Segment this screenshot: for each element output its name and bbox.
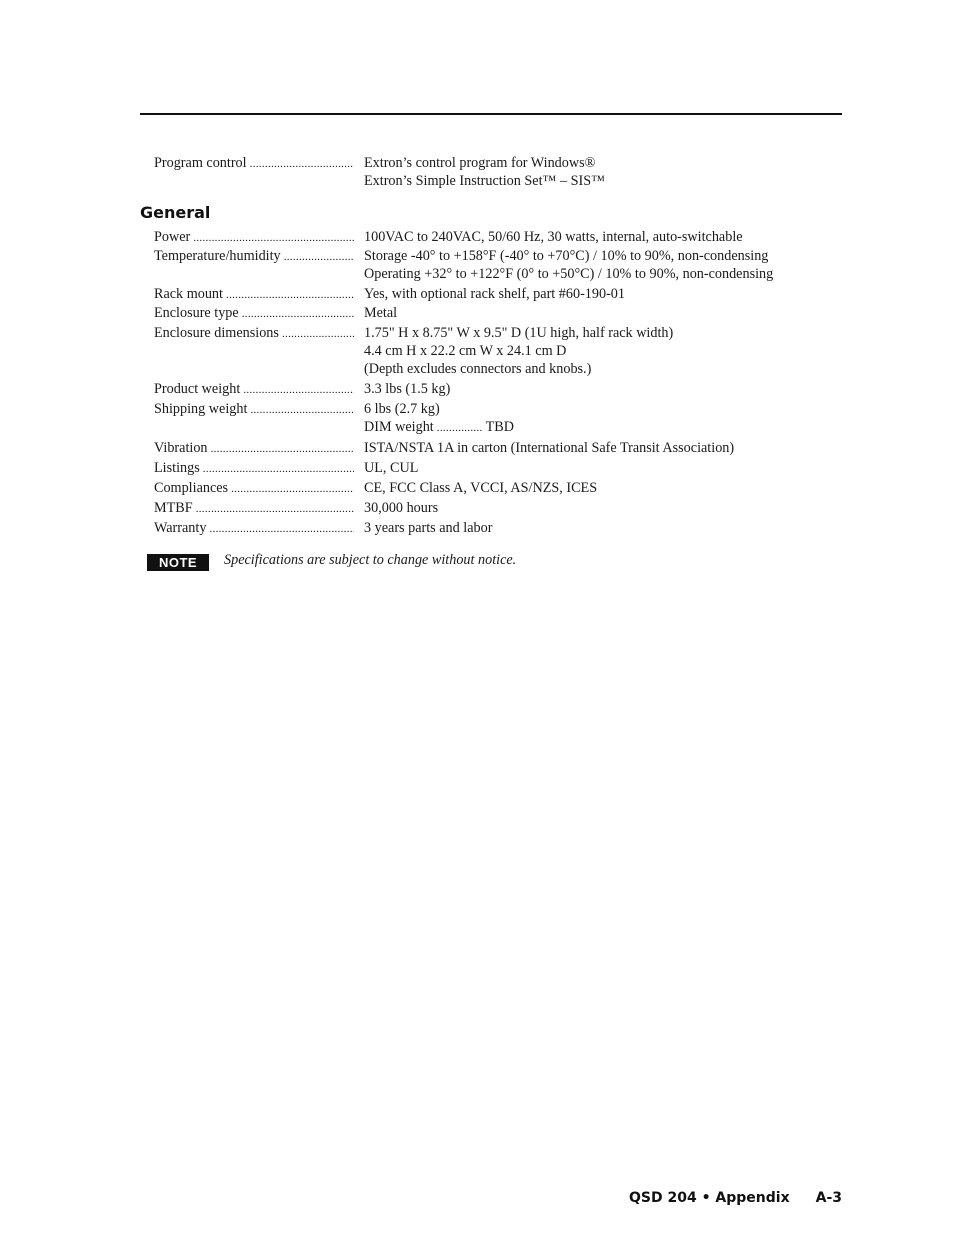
spec-value: 1.75" H x 8.75" W x 9.5" D (1U high, half rack width): [364, 325, 674, 341]
section-heading-general: General: [140, 203, 211, 222]
spec-row-temperature-humidity: [140, 247, 842, 283]
dim-weight-line: DIM weight ............... TBD: [364, 419, 514, 435]
page-footer: [629, 1190, 842, 1206]
spec-label: Enclosure type .....: [154, 304, 354, 323]
general-specs-section: [140, 228, 842, 537]
spec-value: CE, FCC Class A, VCCI, AS/NZS, ICES: [364, 480, 598, 496]
spec-label: Program control .....: [154, 154, 354, 173]
spec-value: Extron’s control program for Windows®: [364, 155, 596, 171]
spec-label: Vibration .....: [154, 439, 354, 458]
spec-row-power: [140, 228, 842, 246]
spec-row-rack-mount: [140, 285, 842, 303]
spec-row-enclosure-type: [140, 304, 842, 322]
spec-value: Yes, with optional rack shelf, part #60-190-01: [364, 286, 625, 302]
program-control-section: [140, 154, 842, 190]
header-rule: [140, 113, 842, 115]
spec-value: 30,000 hours: [364, 500, 439, 516]
spec-value: 6 lbs (2.7 kg): [364, 401, 440, 417]
spec-row-program-control: [140, 154, 842, 190]
spec-row-warranty: [140, 519, 842, 537]
dim-weight-value: TBD: [485, 419, 514, 435]
spec-label: Temperature/humidity .....: [154, 247, 354, 266]
spec-row-product-weight: [140, 380, 842, 398]
spec-label: Enclosure dimensions .....: [154, 324, 354, 343]
spec-label: Product weight .....: [154, 380, 354, 399]
footer-title: QSD 204 • Appendix: [629, 1190, 790, 1206]
spec-label: Rack mount .....: [154, 285, 354, 304]
spec-label: Compliances .....: [154, 479, 354, 498]
note-badge: NOTE: [147, 554, 209, 571]
note-text: Specifications are subject to change without notice.: [224, 552, 517, 568]
spec-value: UL, CUL: [364, 460, 419, 476]
spec-value: 100VAC to 240VAC, 50/60 Hz, 30 watts, internal, auto-switchable: [364, 229, 743, 245]
spec-row-shipping-weight: [140, 400, 842, 437]
spec-row-vibration: [140, 439, 842, 457]
spec-row-listings: [140, 459, 842, 477]
spec-value: ISTA/NSTA 1A in carton (International Safe Transit Association): [364, 440, 735, 456]
spec-value: Storage -40° to +158°F (-40° to +70°C) / 10% to 90%, non-condensing: [364, 248, 769, 264]
spec-row-compliances: [140, 479, 842, 497]
spec-label: Listings .....: [154, 459, 354, 478]
page-number: A-3: [815, 1190, 842, 1206]
spec-value: 4.4 cm H x 22.2 cm W x 24.1 cm D: [364, 343, 567, 359]
spec-value: Metal: [364, 305, 398, 321]
spec-value: 3.3 lbs (1.5 kg): [364, 381, 451, 397]
spec-label: MTBF .....: [154, 499, 354, 518]
spec-value: (Depth excludes connectors and knobs.): [364, 361, 592, 377]
spec-value: Extron’s Simple Instruction Set™ – SIS™: [364, 173, 606, 189]
spec-label: Warranty .....: [154, 519, 354, 538]
spec-row-mtbf: [140, 499, 842, 517]
spec-row-enclosure-dimensions: [140, 324, 842, 378]
spec-value: 3 years parts and labor: [364, 520, 493, 536]
spec-value: Operating +32° to +122°F (0° to +50°C) / 10% to 90%, non-condensing: [364, 266, 774, 282]
dim-weight-label: DIM weight: [364, 419, 434, 435]
spec-label: Shipping weight .....: [154, 400, 354, 419]
spec-label: Power .....: [154, 228, 354, 247]
